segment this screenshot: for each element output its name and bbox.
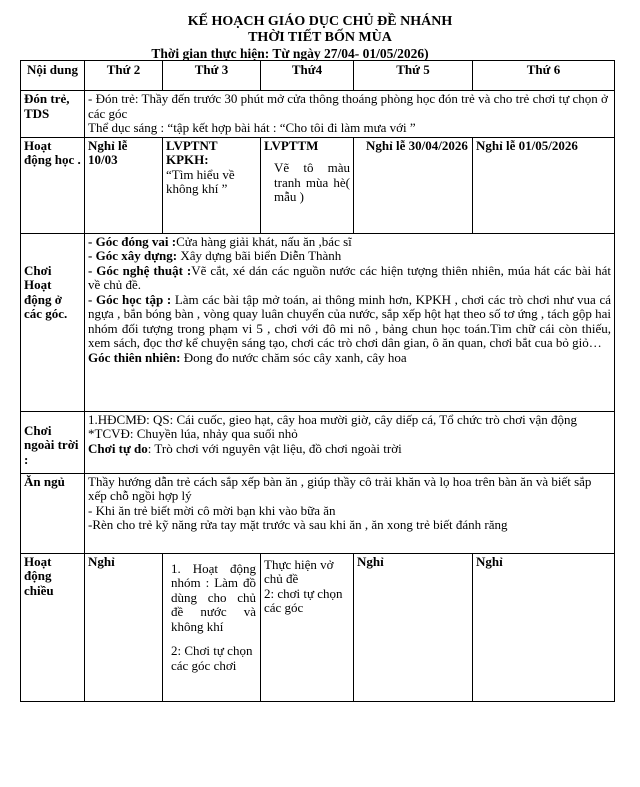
- choi-tu-do-text: : Trò chơi với nguyên vật liệu, đồ chơi ngoài trời: [147, 440, 402, 456]
- the-duc-sang-line: Thể dục sáng : “tập kết hợp bài hát : “Cho tôi đi làm mưa với ”: [88, 120, 416, 135]
- row-don-tre: [21, 91, 615, 138]
- hdh-fri: Nghỉ lễ 01/05/2026: [473, 137, 615, 233]
- row-chieu: [21, 553, 615, 701]
- don-tre-line: - Đón trẻ: Thầy đến trước 30 phút mở cửa thông thoáng phòng học đón trẻ và cho trẻ chơi tự chọn ở các góc: [88, 91, 608, 121]
- plan-title: KẾ HOẠCH GIÁO DỤC CHỦ ĐỀ NHÁNH: [187, 14, 453, 29]
- row-label-an-ngu: Ăn ngủ: [21, 473, 85, 553]
- header-day-wed: Thứ4: [261, 61, 354, 91]
- goc-xay-dung-text: Xây dựng bãi biển Diễn Thành: [177, 248, 342, 263]
- hdh-wed-title: LVPTTM: [264, 137, 319, 153]
- row-goc: [21, 233, 615, 411]
- hdh-thu: Nghỉ lễ 30/04/2026: [354, 137, 473, 233]
- row-label-chieu: Hoạt động chiều: [21, 553, 85, 701]
- header-content-label: Nội dung: [21, 61, 85, 91]
- row-label-don-tre: Đón trẻ, TDS: [21, 91, 85, 138]
- row-ngoai-troi: [21, 411, 615, 473]
- goc-content: [85, 233, 615, 411]
- hdh-mon: Nghỉ lễ 10/03: [85, 137, 163, 233]
- tcvd-line: *TCVĐ: Chuyền lúa, nhảy qua suối nhỏ: [88, 426, 298, 441]
- goc-xay-dung-label: - Góc xây dựng:: [88, 248, 178, 263]
- hdh-wed: [261, 137, 354, 233]
- goc-thien-nhien: [88, 351, 611, 366]
- an-ngu-line-1: Thầy hướng dẫn trẻ cách sắp xếp bàn ăn , giúp thầy cô trải khăn và lọ hoa trên bàn ăn và biết sắp xếp chỗ ngồi hợp lý: [88, 473, 592, 503]
- goc-xay-dung: [88, 249, 611, 264]
- choi-tu-do-line: [88, 442, 611, 457]
- chieu-wed: [261, 553, 354, 701]
- hdcmd-line: [88, 413, 611, 428]
- plan-subtitle: THỜI TIẾT BỐN MÙA: [248, 30, 392, 45]
- header-day-tue: Thứ 3: [163, 61, 261, 91]
- chieu-mon: Nghỉ: [85, 553, 163, 701]
- table-header-row: [21, 61, 615, 91]
- choi-tu-do-label: Chơi tự do: [88, 440, 148, 456]
- row-hoat-dong-hoc: [21, 137, 615, 233]
- goc-thien-nhien-label: Góc thiên nhiên:: [88, 349, 181, 365]
- hdh-tue: [163, 137, 261, 233]
- chieu-thu: Nghỉ: [354, 553, 473, 701]
- hdcmd-label: 1.HĐCMĐ:: [88, 411, 150, 427]
- header-day-fri: Thứ 6: [473, 61, 615, 91]
- hdh-tue-sub: “Tìm hiểu về không khí ”: [166, 166, 235, 196]
- hdh-tue-title: LVPTNT KPKH:: [166, 137, 218, 167]
- row-label-hoat-dong-hoc: Hoạt động học .: [21, 137, 85, 233]
- lesson-plan-table: [20, 60, 615, 702]
- an-ngu-line-3: -Rèn cho trẻ kỹ năng rửa tay mặt trước và sau khi ăn , ăn xong trẻ biết đánh răng: [88, 517, 508, 532]
- hdcmd-text: QS: Cái cuốc, gieo hạt, cây hoa mười giờ, cây diếp cá, Tổ chức trò chơi vận động: [149, 411, 578, 427]
- chieu-wed-2: 2: chơi tự chọn các góc: [264, 585, 343, 615]
- chieu-tue-1: 1. Hoạt động nhóm : Làm đồ dùng cho chủ đề nước và không khí: [171, 560, 256, 634]
- goc-nghe-thuat-text: Vẽ cắt, xé dán các nguồn nước các hiện tượng thiên nhiên, múa hát các bài hát về chủ đề.: [88, 262, 612, 292]
- ngoai-troi-content: [85, 411, 615, 473]
- goc-dong-vai-label: - Góc đóng vai :: [88, 233, 177, 249]
- hdh-wed-sub: Vẽ tô màu tranh mùa hè( mẫu ): [274, 160, 350, 204]
- goc-nghe-thuat: [88, 264, 611, 293]
- row-an-ngu: [21, 473, 615, 553]
- goc-dong-vai: [88, 235, 611, 250]
- goc-hoc-tap-label: - Góc học tập :: [88, 291, 172, 307]
- chieu-tue: [163, 553, 261, 701]
- goc-thien-nhien-text: Đong đo nước chăm sóc cây xanh, cây hoa: [180, 349, 407, 365]
- chieu-wed-1: Thực hiện vở chủ đề: [264, 556, 334, 586]
- goc-nghe-thuat-label: - Góc nghệ thuật :: [88, 262, 192, 278]
- goc-hoc-tap-text: Làm các bài tập mở toán, ai thông minh hơn, KPKH , chơi các trò chơi như vua cá ngựa , bắn bóng bàn , vòng quay luân chuyển của nước, sắp xếp hột hạt theo số tơ ứng , tách gộp hai nhóm đối tượng trong phạm vi 5 , chơi với đô mi nô , bảng chun học toán.Tìm chữ cái còn thiếu, xem sách, đọc thơ kể chuyện sáng tạo, chơi các trò chơi dân gian, ô ăn quan, chơi bắt cua bỏ giỏ…: [88, 291, 611, 350]
- header-day-mon: Thứ 2: [85, 61, 163, 91]
- chieu-tue-2: 2: Chơi tự chọn các góc chơi: [171, 643, 253, 673]
- row-label-ngoai-troi: Chơi ngoài trời :: [21, 411, 85, 473]
- an-ngu-line-2: - Khi ăn trẻ biết mời cô mời bạn khi vào bữa ăn: [88, 502, 336, 518]
- chieu-fri: Nghỉ: [473, 553, 615, 701]
- goc-dong-vai-text: Cửa hàng giải khát, nấu ăn ,bác sĩ: [176, 233, 352, 249]
- don-tre-content: [85, 91, 615, 138]
- header-day-thu: Thứ 5: [354, 61, 473, 91]
- an-ngu-content: [85, 473, 615, 553]
- row-label-goc: Chơi Hoạt động ở các góc.: [21, 233, 85, 411]
- goc-hoc-tap: [88, 293, 611, 351]
- plan-period: Thời gian thực hiện: Từ ngày 27/04- 01/05/2026): [151, 46, 429, 61]
